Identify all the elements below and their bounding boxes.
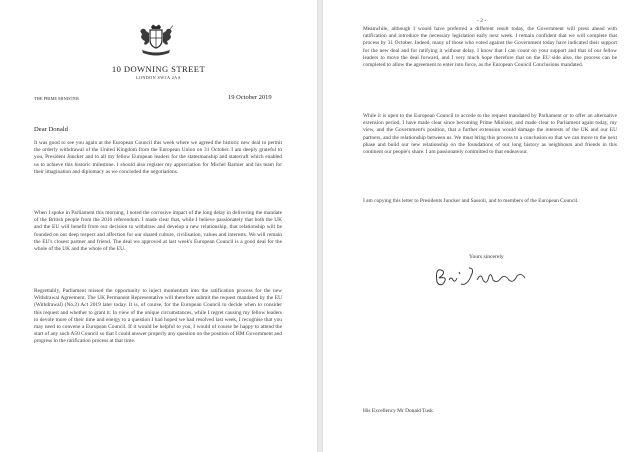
body-paragraph-6: I am copying this letter to Presidents Juncker and Sassoli, and to members of the European Council. — [363, 198, 579, 204]
letterhead-address: 10 DOWNING STREET — [111, 64, 206, 74]
body-paragraph-1: It was good to see you again at the European Council this week where we agreed the historic new deal to permit the orderly withdrawal of the United Kingdom from the European Union on 31 October. I am deeply grateful to you, President Juncker and to all my fellow European leaders for the statesmanship and statecraft which enabled us to achieve this historic milestone. I should also register my appreciation for Michel Barnier and his team for their imagination and diplomacy as we concluded the negotiations. — [34, 140, 282, 175]
body-paragraph-5: While it is open to the European Council to accede to the request mandated by Parliament or to offer an alternative extension period, I have made clear since becoming Prime Minister, and made clear to Parliament again today, my view, and the Government's position, that a further extension would damage the interests of the UK and our EU partners, and the relationship between us. We must bring this process to a conclusion so that we can move to the next phase and build our new relationship on the foundations of our long history as neighbours and friends in this continent our people's share. I am passionately committed to that endeavour. — [363, 113, 617, 156]
letter-page-1 — [0, 0, 317, 452]
letterhead-sender: THE PRIME MINISTER — [34, 96, 79, 101]
body-paragraph-4: Meanwhile, although I would have preferred a different result today, the Government will press ahead with ratification and introduce the necessary legislation early next week. I remain confident that we will complete that process by 31 October. Indeed, many of those who voted against the Government today have indicated their support for the new deal and for ratifying it without delay. I know that I can count on your support and that of our fellow leaders to move the deal forward, and I very much hope therefore that on the EU side also, the process can be completed to allow the agreement to enter into force, as the European Council Conclusions mandated. — [363, 26, 617, 69]
salutation: Dear Donald — [34, 126, 68, 133]
letterhead-city: LONDON SW1A 2AA — [135, 75, 182, 80]
royal-coat-of-arms-icon — [136, 24, 176, 60]
page-number: - 2 - — [476, 18, 487, 24]
signature-image — [431, 262, 543, 290]
closing: Yours sincerely — [469, 254, 504, 260]
addressee: His Excellency Mr Donald Tusk — [363, 408, 433, 414]
body-paragraph-3: Regrettably, Parliament missed the opportunity to inject momentum into the ratification process for the new Withdrawal Agreement. The UK Permanent Representative will therefore submit the request mandated by the EU (Withdrawal) (No.2) Act 2019 later today. It is, of course, for the European Council to decide when to consider this request and whether to grant it. In view of the unique circumstances, while I regret causing my fellow leaders to devote more of their time and energy to a question I had hoped we had resolved last week, I recognise that you may need to convene a European Council. If it would be helpful to you, I would of course be happy to attend the start of any such A50 Council so that I could answer properly any question on the position of HM Government and progress in the ratification process at that time. — [34, 288, 282, 345]
body-paragraph-2: When I spoke in Parliament this morning, I noted the corrosive impact of the long delay in delivering the mandate of the British people from the 2016 referendum. I made clear that, while I believe passionately that both the UK and the EU will benefit from our decision to withdraw and develop a new relationship, that relationship will be founded on our deep respect and affection for our shared culture, civilisation, values and interests. We will remain the EU's closest partner and friend. The deal we approved at last week's European Council is a good deal for the whole of the UK and the whole of the EU. — [34, 210, 282, 253]
letter-page-2 — [323, 0, 640, 452]
letter-date: 19 October 2019 — [228, 94, 272, 101]
